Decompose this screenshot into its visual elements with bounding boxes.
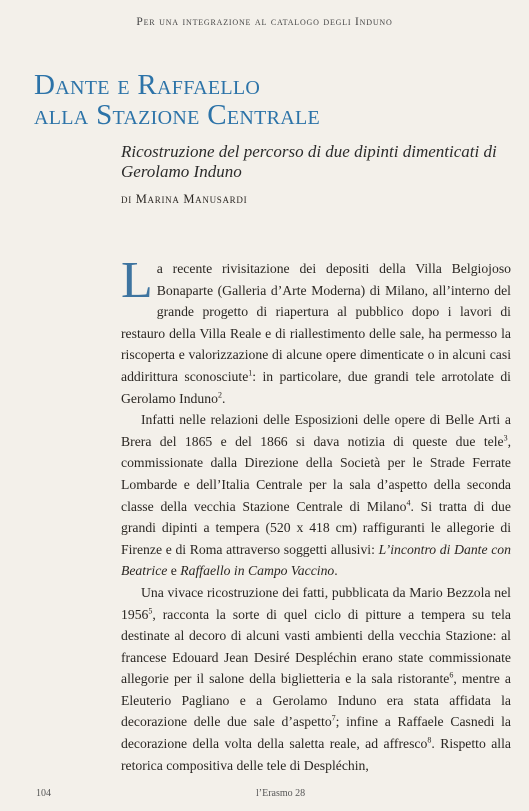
footnote-ref: 8	[427, 735, 432, 745]
paragraph-1	[121, 252, 511, 409]
artwork-title: L’incontro di Dante con Beatrice	[121, 541, 511, 579]
footnote-ref: 2	[217, 390, 222, 399]
paragraph-text: , commissionate dalla Direzione della Società per le Strade Ferrate Lombarde e dell’Italia Centrale per la sala d’aspetto della seconda classe della vecchia Stazione Centrale di Milano	[121, 433, 511, 514]
footnote-ref: 1	[248, 368, 253, 378]
paragraph-2	[121, 409, 511, 582]
article-title	[34, 70, 504, 130]
artwork-title: Raffaello in Campo Vaccino	[180, 563, 335, 579]
title-line-2: alla Stazione Centrale	[34, 99, 321, 131]
paragraph-text: .	[334, 563, 338, 579]
paragraph-text: e	[167, 563, 181, 579]
paragraph-3	[121, 582, 511, 776]
paragraph-text: Una vivace ricostruzione dei fatti, pubblicata da Mario Bezzola nel 1956	[121, 584, 511, 622]
paragraph-text: a recente rivisitazione dei depositi della Villa Belgiojoso Bonaparte (Galleria d’Arte Moderna) di Milano, all’interno del grande progetto di riapertura al pubblico dopo i lavori di restauro della Villa Reale e di riallestimento delle sale, ha permesso la riscoperta e valorizzazione di alcune opere dimenticate o in alcuni casi addirittura sconosciute	[121, 261, 511, 384]
journal-name: l’Erasmo 28	[256, 788, 306, 799]
footnote-ref: 5	[148, 605, 153, 615]
footnote-ref: 4	[406, 497, 411, 507]
paragraph-text: , mentre a Eleuterio Pagliano e a Gerolamo Induno era stata affidata la decorazione delle due sale d’aspetto	[121, 671, 511, 730]
paragraph-text: .	[221, 390, 226, 406]
byline: di Marina Manusardi	[121, 192, 248, 206]
drop-cap: L	[121, 252, 153, 309]
footnote-ref: 7	[331, 713, 336, 723]
footnote-ref: 3	[503, 433, 508, 443]
title-line-1: Dante e Raffaello	[34, 69, 261, 101]
paragraph-text: , racconta la sorte di quel ciclo di pitture a tempera su tela destinate al decoro di alcuni vasti ambienti della vecchia Stazione: al francese Edouard Jean Desiré Despléchin erano state commissionate allegorie per il salone della biglietteria e la sala ristorante	[121, 606, 511, 687]
paragraph-text: . Rispetto alla retorica compositiva delle tele di Despléchin,	[121, 736, 511, 773]
running-head: Per una integrazione al catalogo degli Induno	[136, 16, 393, 28]
paragraph-text: : in particolare, due grandi tele arrotolate di Gerolamo Induno	[121, 368, 511, 406]
paragraph-text: Infatti nelle relazioni delle Esposizioni delle opere di Belle Arti a Brera del 1865 e del 1866 si dava notizia di queste due tele	[121, 412, 511, 449]
page-number: 104	[36, 788, 51, 799]
paragraph-text: ; infine a Raffaele Casnedi la decorazione della volta della saletta reale, ad affresco	[121, 714, 511, 752]
article-subtitle: Ricostruzione del percorso di due dipinti dimenticati di Gerolamo Induno	[121, 142, 497, 181]
article-body	[121, 252, 511, 776]
footnote-ref: 6	[449, 670, 454, 680]
paragraph-text: . Si tratta di due grandi dipinti a tempera (520 x 418 cm) raffiguranti le allegorie di Firenze e di Roma attraverso soggetti allusivi:	[121, 498, 511, 557]
